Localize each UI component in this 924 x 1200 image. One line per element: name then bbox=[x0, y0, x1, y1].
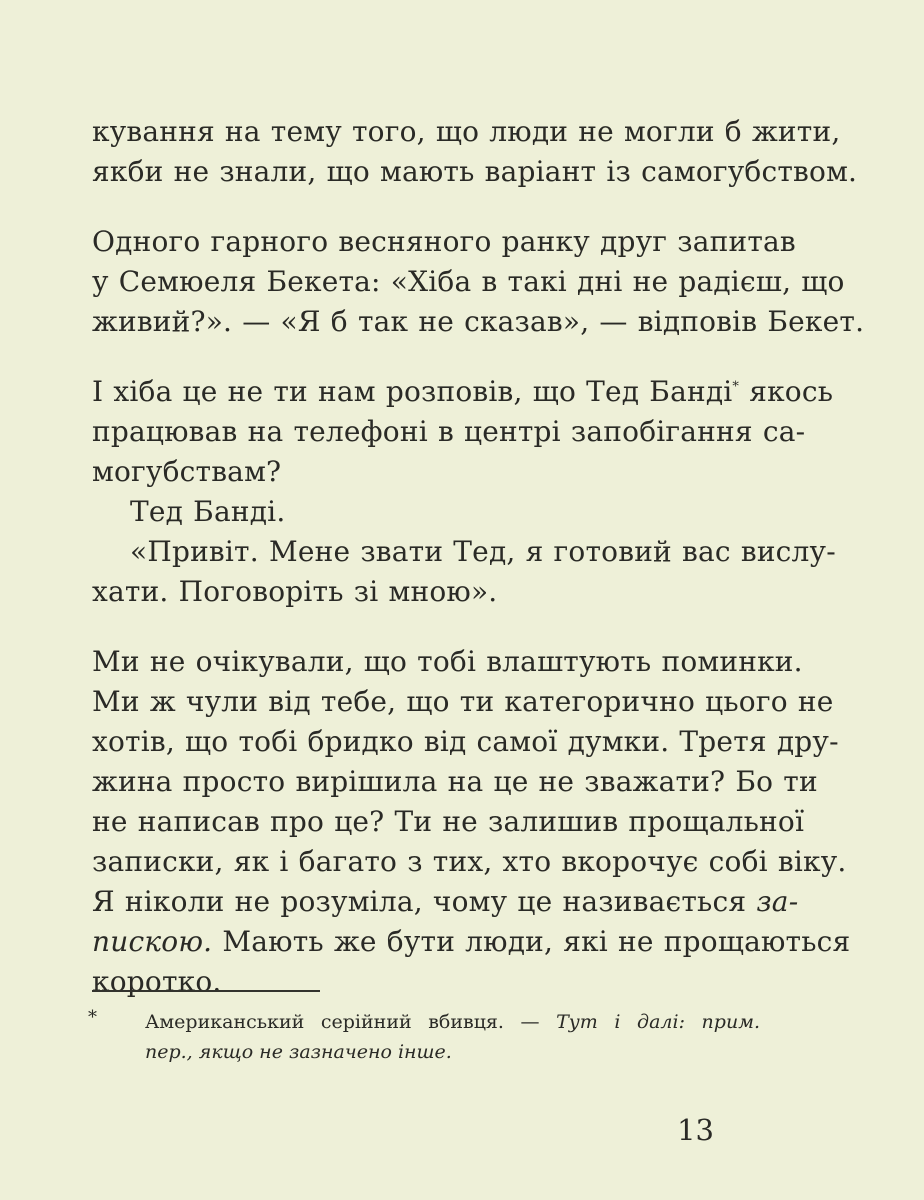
text-segment: якось bbox=[739, 375, 834, 408]
body-text-line bbox=[92, 922, 851, 962]
body-text-line: Одного гарного весняного ранку друг запитав bbox=[92, 225, 796, 258]
body-text-line: хотів, що тобі бридко від самої думки. Третя дру- bbox=[92, 725, 839, 758]
body-text-line: живий?». — «Я б так не сказав», — відповів Бекет. bbox=[92, 305, 865, 338]
body-text-line: записки, як і багато з тих, хто вкорочує собі віку. bbox=[92, 845, 847, 878]
footnote-text-line: пер., якщо не зазначено інше. bbox=[145, 1041, 452, 1063]
text-segment: Американський серійний вбивця. — bbox=[145, 1011, 557, 1033]
body-text-line: не написав про це? Ти не залишив прощальної bbox=[92, 805, 805, 838]
body-text-line: коротко. bbox=[92, 965, 222, 998]
text-segment: Мають же бути люди, які не прощаються bbox=[212, 925, 851, 958]
body-text-line bbox=[92, 372, 834, 412]
emphasis-text: Тут і далі: прим. bbox=[556, 1011, 760, 1033]
footnote-text-line bbox=[145, 1008, 760, 1036]
footnote-divider bbox=[92, 990, 320, 992]
body-text-line: Тед Банді. bbox=[130, 495, 286, 528]
page-number: 13 bbox=[677, 1113, 714, 1147]
body-text-line bbox=[92, 882, 799, 922]
emphasis-text: пискою. bbox=[92, 925, 213, 958]
body-text-line: Ми ж чули від тебе, що ти категорично цього не bbox=[92, 685, 834, 718]
text-segment: І хіба це не ти нам розповів, що Тед Банді bbox=[92, 375, 733, 408]
emphasis-text: за- bbox=[756, 885, 799, 918]
body-text-line: жина просто вирішила на це не зважати? Бо ти bbox=[92, 765, 818, 798]
body-text-line: якби не знали, що мають варіант із самогубством. bbox=[92, 155, 858, 188]
body-text-line: «Привіт. Мене звати Тед, я готовий вас вислу- bbox=[130, 535, 836, 568]
body-text-line: Ми не очікували, що тобі влаштують поминки. bbox=[92, 645, 803, 678]
body-text-line: у Семюеля Бекета: «Хіба в такі дні не радієш, що bbox=[92, 265, 845, 298]
footnote-reference: * bbox=[732, 379, 740, 395]
body-text-line: кування на тему того, що люди не могли б жити, bbox=[92, 115, 841, 148]
body-text-line: могубствам? bbox=[92, 455, 282, 488]
body-text-line: хати. Поговоріть зі мною». bbox=[92, 575, 498, 608]
body-text-line: працював на телефоні в центрі запобігання са- bbox=[92, 415, 806, 448]
footnote-marker: * bbox=[88, 1007, 97, 1028]
text-segment: Я ніколи не розуміла, чому це називається bbox=[92, 885, 757, 918]
